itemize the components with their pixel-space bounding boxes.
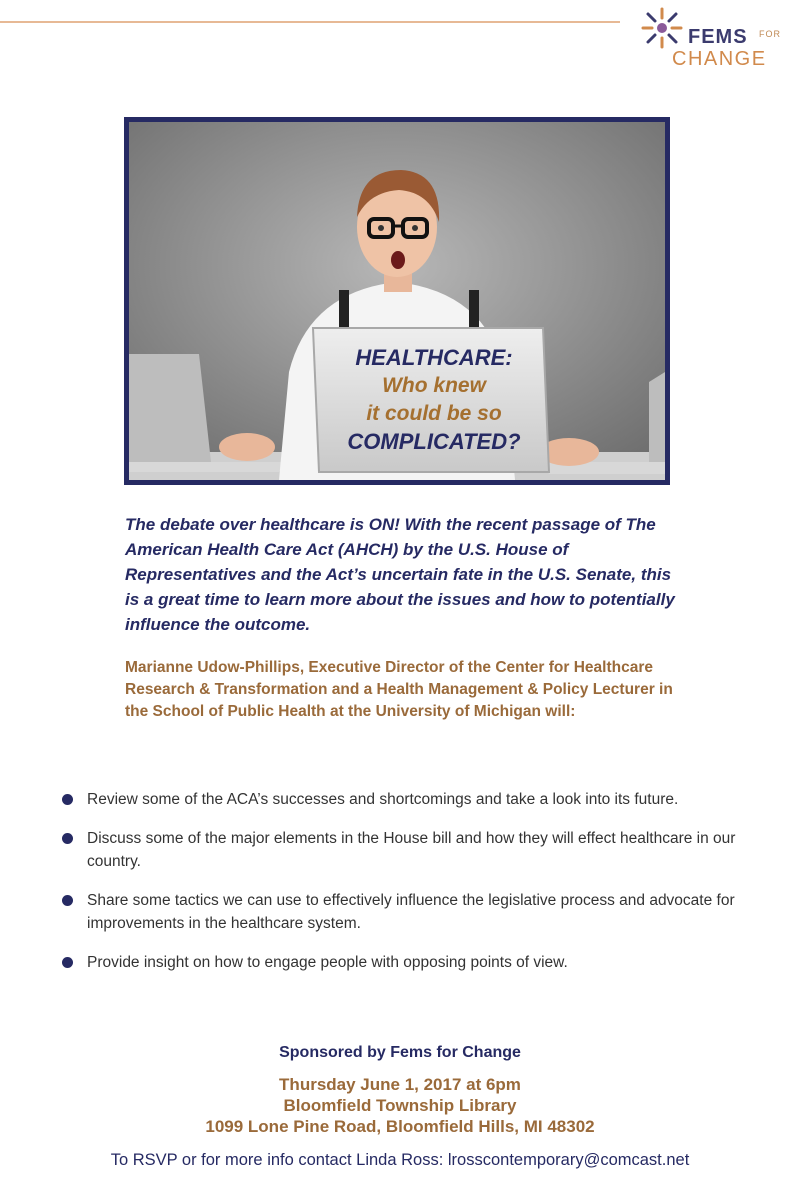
topics-list	[62, 788, 762, 990]
bullet-icon	[62, 794, 73, 805]
event-date: Thursday June 1, 2017 at 6pm	[279, 1075, 521, 1094]
list-item	[62, 889, 762, 935]
logo-word-fems: FEMS	[688, 26, 748, 48]
bullet-icon	[62, 833, 73, 844]
event-details	[0, 1074, 800, 1137]
fems-for-change-logo	[640, 6, 790, 76]
screen-line-who-knew: Who knew	[382, 374, 486, 397]
screen-line-healthcare: HEALTHCARE:	[355, 345, 513, 370]
list-item	[62, 951, 762, 974]
sponsor-line: Sponsored by Fems for Change	[279, 1044, 521, 1061]
list-item-text: Share some tactics we can use to effectively influence the legislative process and advocate for improvements in the healthcare system.	[87, 892, 735, 932]
rsvp-line: To RSVP or for more info contact Linda Ross: lrosscontemporary@comcast.net	[110, 1151, 690, 1169]
laptop-screen-text	[317, 344, 551, 456]
logo-word-change: CHANGE	[672, 48, 767, 70]
logo-word-for: FOR	[759, 29, 781, 39]
event-venue: Bloomfield Township Library	[283, 1096, 517, 1115]
screen-line-complicated: COMPLICATED?	[347, 429, 521, 454]
hero-photo	[124, 117, 670, 485]
screen-line-could-be: it could be so	[366, 402, 502, 425]
bullet-icon	[62, 895, 73, 906]
header-divider	[0, 21, 620, 23]
list-item	[62, 788, 762, 811]
list-item	[62, 827, 762, 873]
list-item-text: Review some of the ACA’s successes and shortcomings and take a look into its future.	[87, 791, 679, 808]
starburst-logo-icon	[640, 6, 684, 50]
bullet-icon	[62, 957, 73, 968]
event-address: 1099 Lone Pine Road, Bloomfield Hills, MI 48302	[205, 1117, 595, 1136]
intro-paragraph: The debate over healthcare is ON! With the recent passage of The American Health Care Act (AHCH) by the U.S. House of Representatives and the Act’s uncertain fate in the U.S. Senate, this is a great time to learn more about the issues and how to potentially influence the outcome.	[125, 515, 675, 634]
list-item-text: Provide insight on how to engage people with opposing points of view.	[87, 954, 568, 971]
presenter-paragraph: Marianne Udow-Phillips, Executive Director of the Center for Healthcare Research & Transformation and a Health Management & Policy Lecturer in the School of Public Health at the University of Michigan will:	[125, 659, 673, 720]
list-item-text: Discuss some of the major elements in the House bill and how they will effect healthcare in our country.	[87, 830, 736, 870]
